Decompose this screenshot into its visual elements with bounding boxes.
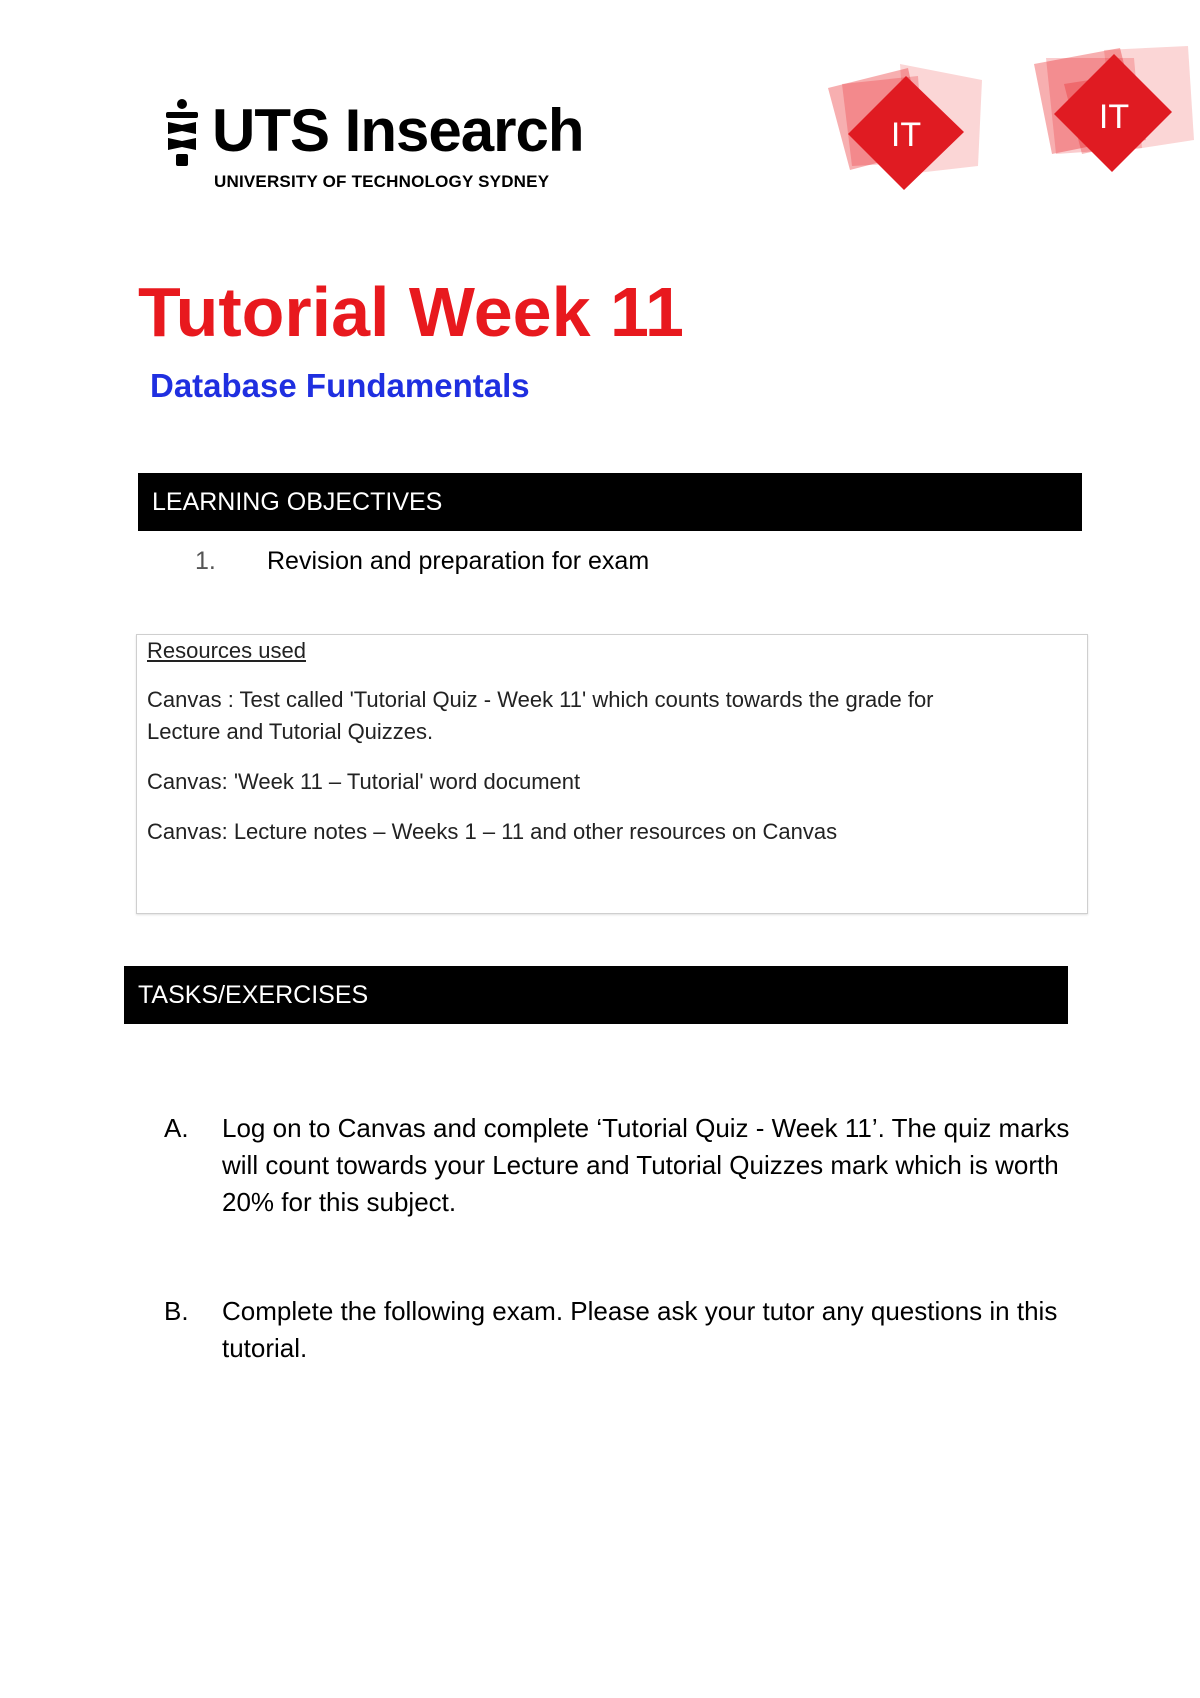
learning-objectives-heading: LEARNING OBJECTIVES bbox=[138, 473, 1082, 531]
resource-line: Canvas: Lecture notes – Weeks 1 – 11 and other resources on Canvas bbox=[147, 819, 838, 844]
resource-line: Lecture and Tutorial Quizzes. bbox=[147, 719, 434, 744]
task-letter: B. bbox=[164, 1296, 189, 1326]
objective-item bbox=[195, 546, 649, 576]
page-title: Tutorial Week 11 bbox=[138, 273, 684, 351]
it-badge-label: IT bbox=[890, 116, 922, 154]
tasks-heading: TASKS/EXERCISES bbox=[124, 966, 1068, 1024]
it-badge bbox=[822, 54, 992, 204]
task-item bbox=[164, 1110, 1094, 1221]
task-text: Log on to Canvas and complete ‘Tutorial Quiz - Week 11’. The quiz marks will count towards your Lecture and Tutorial Quizzes mark which is worth 20% for this subject. bbox=[222, 1113, 1070, 1217]
resource-line: Canvas : Test called 'Tutorial Quiz - Week 11' which counts towards the grade for bbox=[147, 687, 934, 712]
it-badge-label: IT bbox=[1098, 98, 1130, 136]
objective-text: Revision and preparation for exam bbox=[267, 547, 650, 575]
logo-subline: UNIVERSITY OF TECHNOLOGY SYDNEY bbox=[214, 172, 550, 191]
it-badge bbox=[1034, 44, 1200, 194]
resources-heading: Resources used bbox=[147, 638, 306, 663]
page-subtitle: Database Fundamentals bbox=[150, 367, 530, 404]
logo-wordmark: UTS Insearch bbox=[212, 97, 584, 164]
task-text: Complete the following exam. Please ask your tutor any questions in this tutorial. bbox=[222, 1296, 1058, 1363]
resource-line: Canvas: 'Week 11 – Tutorial' word document bbox=[147, 769, 581, 794]
uts-insearch-logo bbox=[162, 92, 582, 202]
uts-crest-icon bbox=[162, 98, 202, 168]
task-item bbox=[164, 1293, 1094, 1367]
objective-number: 1. bbox=[195, 547, 216, 575]
task-letter: A. bbox=[164, 1113, 189, 1143]
resources-box bbox=[136, 634, 1088, 914]
